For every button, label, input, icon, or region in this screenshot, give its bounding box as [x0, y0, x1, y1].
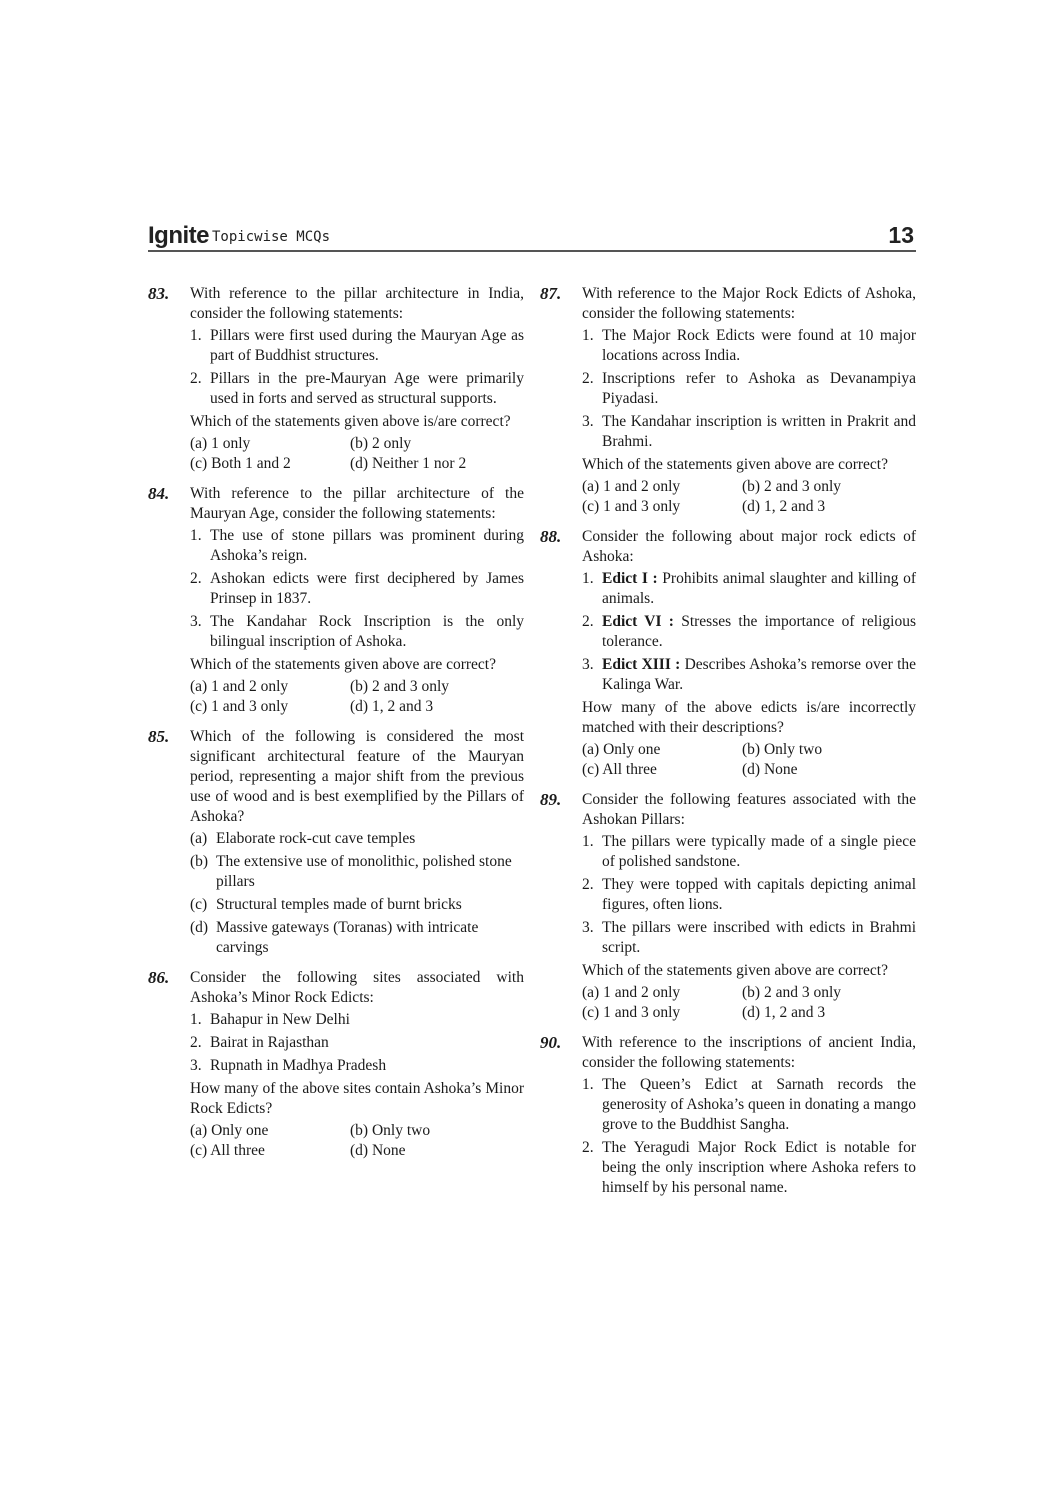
edict-label: Edict VI :	[602, 613, 674, 630]
option-d: (d) None	[742, 761, 798, 778]
edict-label: Edict I :	[602, 570, 658, 587]
option-c: (c) 1 and 3 only	[582, 1004, 681, 1021]
statement: 1. The pillars were typically made of a single piece of polished sandstone.	[582, 833, 916, 870]
option-b: (b) Only two	[350, 1122, 431, 1139]
question-stem: Which of the following is considered the most significant architectural feature of the Mauryan period, representing a major shift from the previous use of wood and is best exemplified by the Pillars of Ashoka?	[190, 728, 524, 825]
option-b: (b) The extensive use of monolithic, polished stone pillars	[190, 853, 512, 890]
question-number: 87.	[540, 284, 562, 303]
statement: 1. Edict I : Prohibits animal slaughter and killing of animals.	[582, 570, 916, 607]
statement-list	[582, 569, 916, 695]
statement: 2. Pillars in the pre-Mauryan Age were primarily used in forts and served as structural supports.	[190, 370, 524, 407]
statement: 1. The use of stone pillars was prominent during Ashoka’s reign.	[190, 527, 524, 564]
question-ask: Which of the statements given above are correct?	[582, 962, 888, 979]
option-c: (c) All three	[582, 761, 657, 778]
question-number: 86.	[148, 968, 170, 987]
option-b: (b) 2 and 3 only	[350, 678, 450, 695]
option-a: (a) 1 and 2 only	[582, 478, 681, 495]
right-column	[540, 284, 916, 1208]
answer-options	[190, 829, 524, 958]
question-stem: Consider the following sites associated with Ashoka’s Minor Rock Edicts:	[190, 969, 524, 1006]
question-84	[148, 484, 524, 717]
statement: 3. Rupnath in Madhya Pradesh	[190, 1057, 387, 1074]
left-column	[148, 284, 524, 1171]
question-ask: Which of the statements given above are correct?	[582, 456, 888, 473]
statement: 2. They were topped with capitals depicting animal figures, often lions.	[582, 876, 916, 913]
option-c: (c) 1 and 3 only	[190, 698, 289, 715]
question-ask: How many of the above sites contain Ashoka’s Minor Rock Edicts?	[190, 1080, 524, 1117]
answer-options	[190, 677, 524, 717]
question-88	[540, 527, 916, 780]
question-stem: Consider the following features associated with the Ashokan Pillars:	[582, 791, 916, 828]
statement: 1. The Major Rock Edicts were found at 10 major locations across India.	[582, 327, 916, 364]
question-ask: Which of the statements given above are correct?	[190, 656, 496, 673]
question-89	[540, 790, 916, 1023]
statement: 1. Pillars were first used during the Mauryan Age as part of Buddhist structures.	[190, 327, 524, 364]
brand-logo: Ignite	[148, 222, 209, 249]
option-a: (a) Only one	[190, 1122, 269, 1139]
question-ask: How many of the above edicts is/are incorrectly matched with their descriptions?	[582, 699, 916, 736]
question-stem: Consider the following about major rock edicts of Ashoka:	[582, 528, 916, 565]
option-a: (a) 1 and 2 only	[582, 984, 681, 1001]
header-subtitle: Topicwise MCQs	[212, 229, 331, 245]
option-d: (d) Massive gateways (Toranas) with intricate carvings	[190, 919, 479, 956]
question-stem: With reference to the pillar architecture in India, consider the following statements:	[190, 285, 524, 322]
statement-list	[582, 1075, 916, 1198]
question-number: 85.	[148, 727, 170, 746]
question-86	[148, 968, 524, 1161]
question-90	[540, 1033, 916, 1198]
option-c: (c) All three	[190, 1142, 265, 1159]
statement-list	[190, 1010, 524, 1076]
question-number: 90.	[540, 1033, 562, 1052]
question-stem: With reference to the pillar architecture of the Mauryan Age, consider the following statements:	[190, 485, 524, 522]
option-b: (b) 2 only	[350, 435, 412, 452]
answer-options	[190, 434, 524, 474]
statement-list	[582, 326, 916, 452]
option-a: (a) 1 only	[190, 435, 251, 452]
statement: 2. Inscriptions refer to Ashoka as Devanampiya Piyadasi.	[582, 370, 916, 407]
option-c: (c) Both 1 and 2	[190, 455, 291, 472]
statement: 3. Edict XIII : Describes Ashoka’s remorse over the Kalinga War.	[582, 656, 917, 693]
answer-options	[582, 983, 916, 1023]
answer-options	[582, 477, 916, 517]
question-85	[148, 727, 524, 958]
option-a: (a) Only one	[582, 741, 661, 758]
statement: 3. The Kandahar inscription is written in Prakrit and Brahmi.	[582, 413, 916, 450]
statement: 2. Edict VI : Stresses the importance of religious tolerance.	[582, 613, 916, 650]
question-number: 89.	[540, 790, 562, 809]
statement-list	[190, 326, 524, 409]
question-number: 84.	[148, 484, 170, 503]
question-number: 88.	[540, 527, 562, 546]
answer-options	[582, 740, 916, 780]
question-stem: With reference to the inscriptions of ancient India, consider the following statements:	[582, 1034, 916, 1071]
option-b: (b) Only two	[742, 741, 823, 758]
statement: 2. The Yeragudi Major Rock Edict is notable for being the only inscription where Ashoka refers to himself by his personal name.	[582, 1139, 916, 1196]
option-d: (d) 1, 2 and 3	[350, 698, 434, 715]
option-a: (a) 1 and 2 only	[190, 678, 289, 695]
statement-list	[582, 832, 916, 958]
option-d: (d) 1, 2 and 3	[742, 498, 826, 515]
option-c: (c) Structural temples made of burnt bricks	[190, 896, 462, 913]
statement: 2. Bairat in Rajasthan	[190, 1034, 329, 1051]
statement: 3. The pillars were inscribed with edicts in Brahmi script.	[582, 919, 916, 956]
statement: 2. Ashokan edicts were first deciphered by James Prinsep in 1837.	[190, 570, 524, 607]
question-ask: Which of the statements given above is/are correct?	[190, 413, 511, 430]
option-b: (b) 2 and 3 only	[742, 984, 842, 1001]
statement: 3. The Kandahar Rock Inscription is the only bilingual inscription of Ashoka.	[190, 613, 524, 650]
option-c: (c) 1 and 3 only	[582, 498, 681, 515]
page-header	[148, 222, 916, 252]
question-83	[148, 284, 524, 474]
question-stem: With reference to the Major Rock Edicts of Ashoka, consider the following statements:	[582, 285, 916, 322]
question-number: 83.	[148, 284, 170, 303]
option-d: (d) Neither 1 nor 2	[350, 455, 467, 472]
edict-label: Edict XIII :	[602, 656, 681, 673]
statement: 1. The Queen’s Edict at Sarnath records the generosity of Ashoka’s queen in donating a mango grove to the Buddhist Sangha.	[582, 1076, 916, 1133]
question-87	[540, 284, 916, 517]
statement: 1. Bahapur in New Delhi	[190, 1011, 350, 1028]
option-a: (a) Elaborate rock-cut cave temples	[190, 830, 416, 847]
option-d: (d) None	[350, 1142, 406, 1159]
statement-list	[190, 526, 524, 652]
option-b: (b) 2 and 3 only	[742, 478, 842, 495]
answer-options	[190, 1121, 524, 1161]
option-d: (d) 1, 2 and 3	[742, 1004, 826, 1021]
page-number: 13	[888, 222, 914, 248]
